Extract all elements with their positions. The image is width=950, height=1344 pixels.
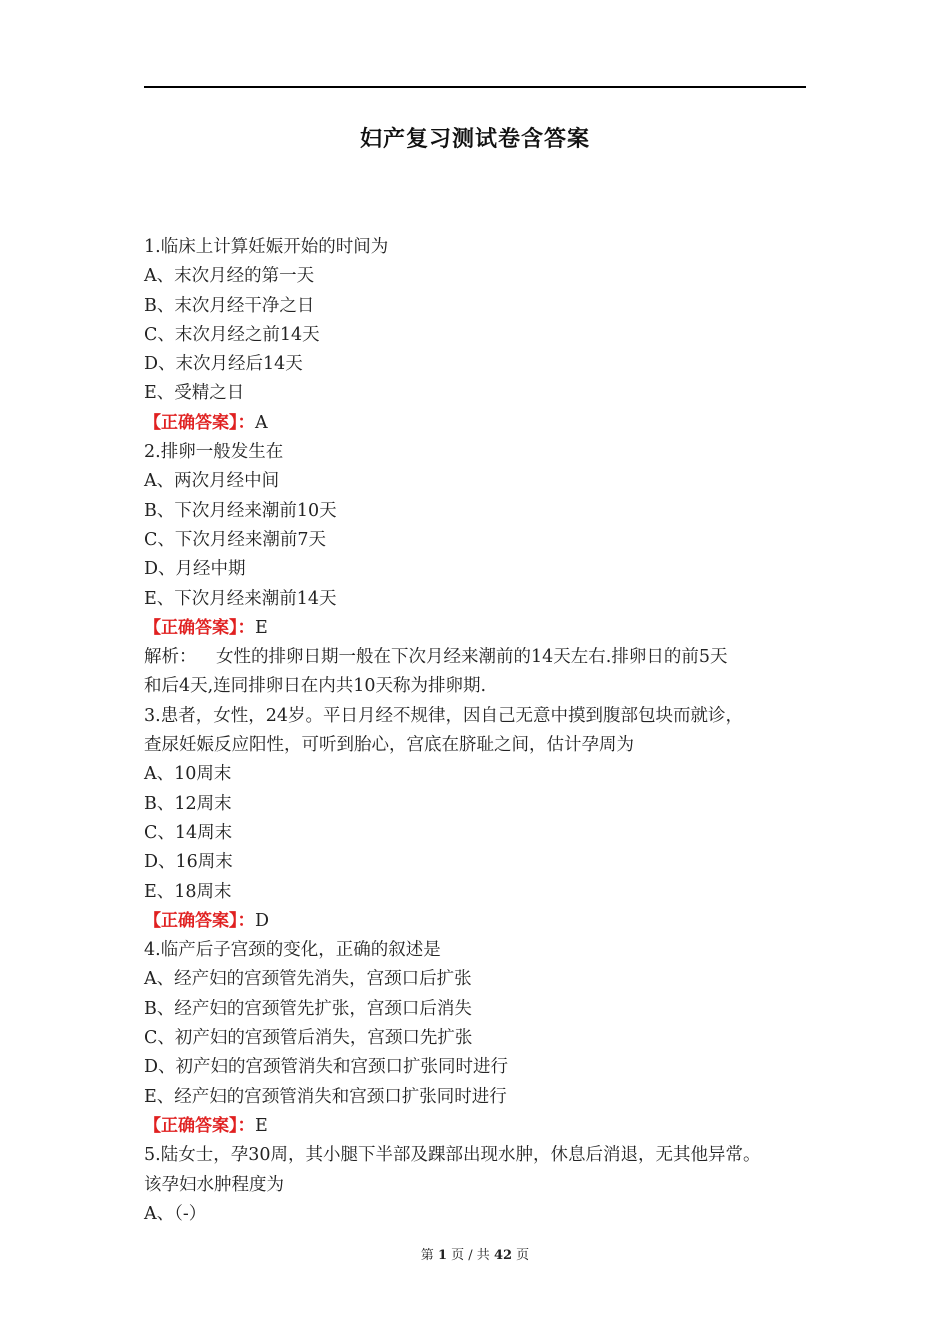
page-title: 妇产复习测试卷含答案 xyxy=(359,126,590,152)
footer-page-number: 1 xyxy=(437,1248,447,1263)
option: B、下次月经来潮前10天 xyxy=(144,500,337,521)
option: B、末次月经干净之日 xyxy=(144,295,315,316)
option: E、18周末 xyxy=(144,881,232,902)
option: C、14周末 xyxy=(144,822,233,843)
option: B、经产妇的宫颈管先扩张，宫颈口后消失 xyxy=(144,998,472,1019)
page-footer xyxy=(0,1244,950,1263)
option: E、受精之日 xyxy=(144,383,245,404)
question-stem: 4.临产后子宫颈的变化，正确的叙述是 xyxy=(144,940,441,961)
answer-label: 【正确答案】 xyxy=(144,910,238,931)
footer-mid: 页 / 共 xyxy=(451,1248,490,1263)
question-stem: 该孕妇水肿程度为 xyxy=(144,1174,284,1195)
option: E、经产妇的宫颈管消失和宫颈口扩张同时进行 xyxy=(144,1086,507,1107)
option: B、12周末 xyxy=(144,793,232,814)
option: C、末次月经之前14天 xyxy=(144,324,320,345)
option: A、经产妇的宫颈管先消失，宫颈口后扩张 xyxy=(144,969,472,990)
option: A、末次月经的第一天 xyxy=(144,266,315,287)
analysis-label: 解析： xyxy=(144,647,197,668)
option: D、16周末 xyxy=(144,852,233,873)
option: A、（-） xyxy=(144,1203,207,1224)
option: D、初产妇的宫颈管消失和宫颈口扩张同时进行 xyxy=(144,1057,509,1078)
answer-label: 【正确答案】 xyxy=(144,1115,238,1136)
question-stem: 2.排卵一般发生在 xyxy=(144,442,284,463)
question-stem: 查尿妊娠反应阳性，可听到胎心，宫底在脐耻之间，估计孕周为 xyxy=(144,735,634,756)
answer-value: E xyxy=(255,1115,268,1136)
footer-prefix: 第 xyxy=(420,1248,434,1263)
option: A、10周末 xyxy=(144,764,232,785)
option: C、下次月经来潮前7天 xyxy=(144,529,327,550)
question-stem: 1.临床上计算妊娠开始的时间为 xyxy=(144,237,389,257)
answer-line xyxy=(144,1112,824,1141)
answer-colon: ： xyxy=(237,412,255,433)
analysis-text: 女性的排卵日期一般在下次月经来潮前的14天左右.排卵日的前5天 xyxy=(216,647,728,668)
answer-line xyxy=(144,907,824,936)
option: A、两次月经中间 xyxy=(144,471,280,492)
question-list xyxy=(144,233,824,1229)
question-stem: 5.陆女士，孕30周，其小腿下半部及踝部出现水肿，休息后消退，无其他异常。 xyxy=(144,1145,761,1166)
option: E、下次月经来潮前14天 xyxy=(144,588,337,609)
question-stem: 3.患者，女性，24岁。平日月经不规律，因自己无意中摸到腹部包块而就诊， xyxy=(144,705,743,726)
answer-label: 【正确答案】 xyxy=(144,412,238,433)
answer-label: 【正确答案】 xyxy=(144,617,238,638)
analysis-text: 和后4天,连同排卵日在内共10天称为排卵期. xyxy=(144,676,487,697)
footer-suffix: 页 xyxy=(516,1248,530,1263)
answer-line xyxy=(144,614,824,643)
option: D、月经中期 xyxy=(144,559,246,580)
answer-line xyxy=(144,409,824,438)
answer-value: E xyxy=(255,617,268,638)
option: D、末次月经后14天 xyxy=(144,354,303,375)
answer-colon: ： xyxy=(237,617,255,638)
header-rule xyxy=(144,86,806,88)
analysis-line xyxy=(144,643,824,672)
option: C、初产妇的宫颈管后消失，宫颈口先扩张 xyxy=(144,1028,473,1049)
answer-value: A xyxy=(255,412,268,433)
answer-colon: ： xyxy=(237,1115,255,1136)
answer-value: D xyxy=(255,910,270,931)
answer-colon: ： xyxy=(237,910,255,931)
footer-total-pages: 42 xyxy=(493,1248,513,1263)
